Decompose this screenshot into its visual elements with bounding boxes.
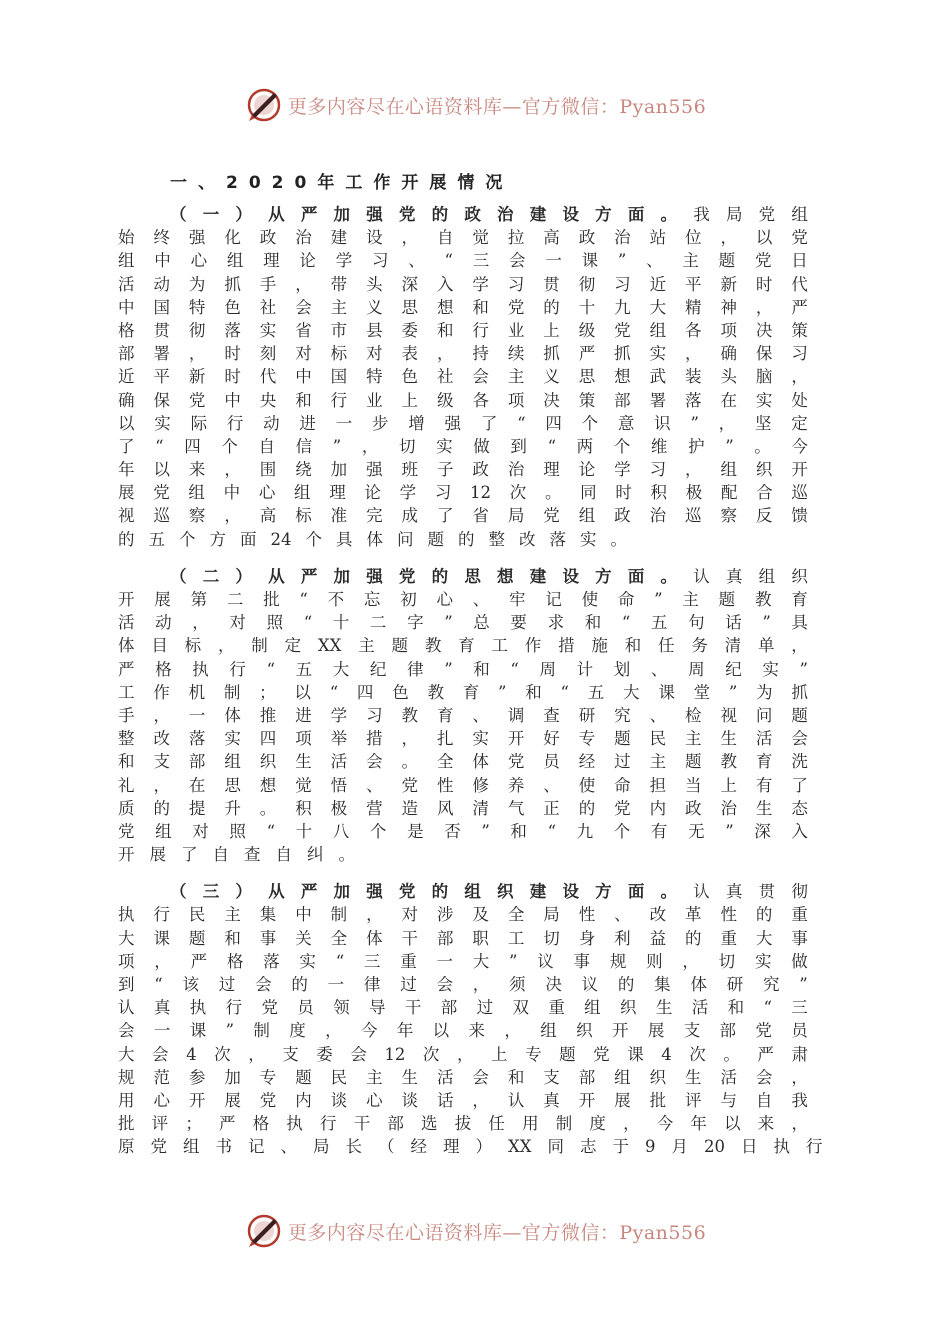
text-line: 大 课 题 和 事 关 全 体 干 部 职 工 切 身 利 益 的 重 大 事: [118, 928, 808, 948]
text-line: 严 格 执 行 “ 五 大 纪 律 ” 和 “ 周 计 划 、 周 纪 实 ”: [118, 659, 808, 679]
text-line: 和 支 部 组 织 生 活 会 。 全 体 党 员 经 过 主 题 教 育 洗: [118, 752, 808, 772]
header-watermark-banner: [0, 82, 950, 128]
banner-text: 更多内容尽在心语资料库—官方微信：Pyan556: [287, 95, 707, 118]
text-line: 大 会 4 次 ， 支 委 会 12 次 ， 上 专 题 党 课 4 次 。 严 肃: [118, 1044, 808, 1064]
text-line: 手 ， 一 体 推 进 学 习 教 育 、 调 查 研 究 、 检 视 问 题: [118, 705, 808, 725]
paragraph: [118, 880, 823, 1158]
section-heading: 一、2020年工作开展情况: [170, 173, 514, 193]
text-line: 到 “ 该 过 会 的 一 律 过 会 ， 须 决 议 的 集 体 研 究 ”: [118, 975, 808, 994]
text-line: 视 巡 察 ， 高 标 准 完 成 了 省 局 党 组 政 治 巡 察 反 馈: [118, 506, 808, 526]
text-line: 用 心 开 展 党 内 谈 心 谈 话 ， 认 真 开 展 批 评 与 自 我: [118, 1090, 808, 1110]
text-line: （ 三 ） 从 严 加 强 党 的 组 织 建 设 方 面 。 认 真 贯 彻: [170, 882, 808, 902]
text-line: 开 展 了 自 查 自 纠 。: [118, 845, 355, 865]
text-line: 中 国 特 色 社 会 主 义 思 想 和 党 的 十 九 大 精 神 ， 严: [118, 297, 808, 317]
text-line: 的 五 个 方 面 24 个 具 体 问 题 的 整 改 落 实 。: [118, 529, 627, 549]
pen-seal-icon: [244, 85, 284, 125]
paragraph: [118, 203, 808, 551]
text-line: 规 范 参 加 专 题 民 主 生 活 会 和 支 部 组 织 生 活 会 ，: [118, 1067, 808, 1087]
text-line: 近 平 新 时 代 中 国 特 色 社 会 主 义 思 想 武 装 头 脑 ，: [118, 367, 808, 387]
text-line: 确 保 党 中 央 和 行 业 上 级 各 项 决 策 部 署 落 在 实 处: [118, 390, 808, 410]
text-line: 整 改 落 实 四 项 举 措 ， 扎 实 开 好 专 题 民 主 生 活 会: [118, 729, 808, 749]
text-line: 格 贯 彻 落 实 省 市 县 委 和 行 业 上 级 党 组 各 项 决 策: [118, 320, 808, 340]
text-line: 活 动 为 抓 手 ， 带 头 深 入 学 习 贯 彻 习 近 平 新 时 代: [118, 274, 808, 294]
text-line: 组 中 心 组 理 论 学 习 、 “ 三 会 一 课 ” 、 主 题 党 日: [118, 251, 808, 271]
text-line: 开 展 第 二 批 “ 不 忘 初 心 、 牢 记 使 命 ” 主 题 教 育: [118, 590, 808, 609]
text-line: 党 组 对 照 “ 十 八 个 是 否 ” 和 “ 九 个 有 无 ” 深 入: [118, 821, 808, 841]
text-line: 以 实 际 行 动 进 一 步 增 强 了 “ 四 个 意 识 ” ， 坚 定: [118, 413, 808, 433]
text-line: 始 终 强 化 政 治 建 设 ， 自 觉 拉 高 政 治 站 位 ， 以 党: [118, 228, 808, 248]
text-line: 原 党 组 书 记 、 局 长 （ 经 理 ） XX 同 志 于 9 月 20 日 执 行: [118, 1137, 823, 1157]
text-line: 项 ， 严 格 落 实 “ 三 重 一 大 ” 议 事 规 则 ， 切 实 做: [118, 951, 808, 971]
text-line: 部 署 ， 时 刻 对 标 对 表 ， 持 续 抓 严 抓 实 ， 确 保 习: [118, 344, 808, 364]
text-line: 活 动 ， 对 照 “ 十 二 字 ” 总 要 求 和 “ 五 句 话 ” 具: [118, 613, 808, 633]
text-line: 认 真 执 行 党 员 领 导 干 部 过 双 重 组 织 生 活 和 “ 三: [118, 998, 808, 1018]
text-line: 工 作 机 制 ； 以 “ 四 色 教 育 ” 和 “ 五 大 课 堂 ” 为 抓: [118, 682, 808, 702]
text-line: 会 一 课 ” 制 度 ， 今 年 以 来 ， 组 织 开 展 支 部 党 员: [118, 1021, 808, 1041]
text-line: 批 评 ； 严 格 执 行 干 部 选 拔 任 用 制 度 ， 今 年 以 来 ，: [118, 1114, 808, 1134]
text-line: （ 二 ） 从 严 加 强 党 的 思 想 建 设 方 面 。 认 真 组 织: [170, 566, 808, 586]
text-line: 质 的 提 升 。 积 极 营 造 风 清 气 正 的 党 内 政 治 生 态: [118, 798, 808, 818]
text-line: 执 行 民 主 集 中 制 ， 对 涉 及 全 局 性 、 改 革 性 的 重: [118, 905, 808, 925]
text-line: 年 以 来 ， 围 绕 加 强 班 子 政 治 理 论 学 习 ， 组 织 开: [118, 460, 808, 480]
banner-text: 更多内容尽在心语资料库—官方微信：Pyan556: [287, 1221, 707, 1244]
document-body: [118, 168, 823, 1173]
text-line: 体 目 标 ， 制 定 XX 主 题 教 育 工 作 措 施 和 任 务 清 单 ，: [118, 636, 808, 656]
paragraph: [118, 565, 808, 866]
footer-watermark-banner: [0, 1208, 950, 1254]
text-line: 礼 ， 在 思 想 觉 悟 、 党 性 修 养 、 使 命 担 当 上 有 了: [118, 775, 808, 795]
text-line: （ 一 ） 从 严 加 强 党 的 政 治 建 设 方 面 。 我 局 党 组: [170, 205, 808, 224]
text-line: 了 “ 四 个 自 信 ” ， 切 实 做 到 “ 两 个 维 护 ” 。 今: [118, 436, 808, 456]
pen-seal-icon: [244, 1211, 284, 1251]
text-line: 展 党 组 中 心 组 理 论 学 习 12 次 。 同 时 积 极 配 合 巡: [118, 483, 808, 503]
